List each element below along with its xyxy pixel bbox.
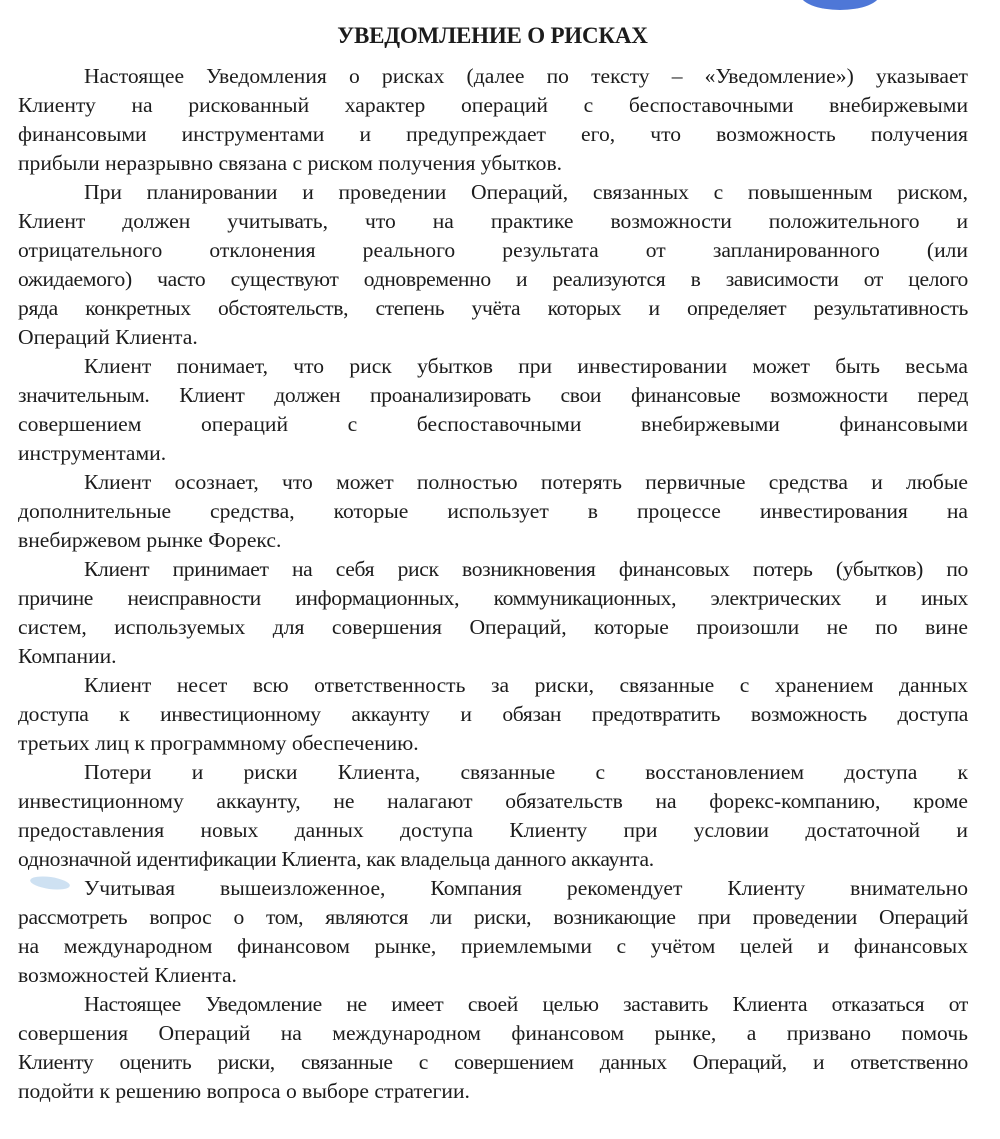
text-line: систем, используемых для совершения Операций, которые произошли не по вине	[18, 615, 968, 639]
document-title: УВЕДОМЛЕНИЕ О РИСКАХ	[337, 23, 648, 49]
text-line: Потери и риски Клиента, связанные с восстановлением доступа к	[84, 760, 968, 784]
text-line: на международном финансовом рынке, приемлемыми с учётом целей и финансовых	[18, 934, 968, 958]
paragraph-3	[18, 352, 968, 468]
text-line: Настоящее Уведомление не имеет своей целью заставить Клиента отказаться от	[84, 992, 968, 1016]
text-line: ряда конкретных обстоятельств, степень учёта которых и определяет результативность	[18, 296, 968, 320]
paragraph-2	[18, 178, 968, 352]
text-line: подойти к решению вопроса о выборе стратегии.	[18, 1079, 470, 1103]
text-line: При планировании и проведении Операций, связанных с повышенным риском,	[84, 180, 968, 204]
text-line: инструментами.	[18, 441, 167, 465]
paragraph-5	[18, 555, 968, 671]
paragraph-6	[18, 671, 968, 758]
paragraph-9	[18, 990, 968, 1106]
text-line: Клиент осознает, что может полностью потерять первичные средства и любые	[84, 470, 968, 494]
stamp-fragment	[800, 0, 880, 10]
text-line: Клиенту на рискованный характер операций с беспоставочными внебиржевыми	[18, 93, 968, 117]
text-line: отрицательного отклонения реального результата от запланированного (или	[18, 238, 968, 262]
paragraph-8	[18, 874, 968, 990]
paragraph-7	[18, 758, 968, 874]
paragraph-1	[18, 62, 968, 178]
text-line: ожидаемого) часто существуют одновременно и реализуются в зависимости от целого	[18, 267, 968, 291]
text-line: Операций Клиента.	[18, 325, 198, 349]
text-line: Клиент понимает, что риск убытков при инвестировании может быть весьма	[84, 354, 968, 378]
text-line: Учитывая вышеизложенное, Компания рекомендует Клиенту внимательно	[84, 876, 968, 900]
text-line: финансовыми инструментами и предупреждает его, что возможность получения	[18, 122, 968, 146]
text-line: Клиент должен учитывать, что на практике возможности положительного и	[18, 209, 968, 233]
text-line: однозначной идентификации Клиента, как владельца данного аккаунта.	[18, 847, 654, 871]
text-line: возможностей Клиента.	[18, 963, 237, 987]
text-line: внебиржевом рынке Форекс.	[18, 528, 282, 552]
text-line: рассмотреть вопрос о том, являются ли риски, возникающие при проведении Операций	[18, 905, 968, 929]
text-line: предоставления новых данных доступа Клиенту при условии достаточной и	[18, 818, 968, 842]
text-line: Компании.	[18, 644, 117, 668]
document-body	[18, 62, 968, 1106]
text-line: Клиент принимает на себя риск возникновения финансовых потерь (убытков) по	[84, 557, 968, 581]
paragraph-4	[18, 468, 968, 555]
text-line: доступа к инвестиционному аккаунту и обязан предотвратить возможность доступа	[18, 702, 968, 726]
text-line: третьих лиц к программному обеспечению.	[18, 731, 419, 755]
text-line: значительным. Клиент должен проанализировать свои финансовые возможности перед	[18, 383, 968, 407]
text-line: Клиент несет всю ответственность за риски, связанные с хранением данных	[84, 673, 968, 697]
text-line: совершения Операций на международном финансовом рынке, а призвано помочь	[18, 1021, 968, 1045]
text-line: Клиенту оценить риски, связанные с совершением данных Операций, и ответственно	[18, 1050, 968, 1074]
text-line: дополнительные средства, которые использует в процессе инвестирования на	[18, 499, 968, 523]
text-line: совершением операций с беспоставочными внебиржевыми финансовыми	[18, 412, 968, 436]
text-line: Настоящее Уведомления о рисках (далее по тексту – «Уведомление») указывает	[84, 64, 968, 88]
text-line: причине неисправности информационных, коммуникационных, электрических и иных	[18, 586, 968, 610]
text-line: прибыли неразрывно связана с риском получения убытков.	[18, 151, 563, 175]
text-line: инвестиционному аккаунту, не налагают обязательств на форекс-компанию, кроме	[18, 789, 968, 813]
